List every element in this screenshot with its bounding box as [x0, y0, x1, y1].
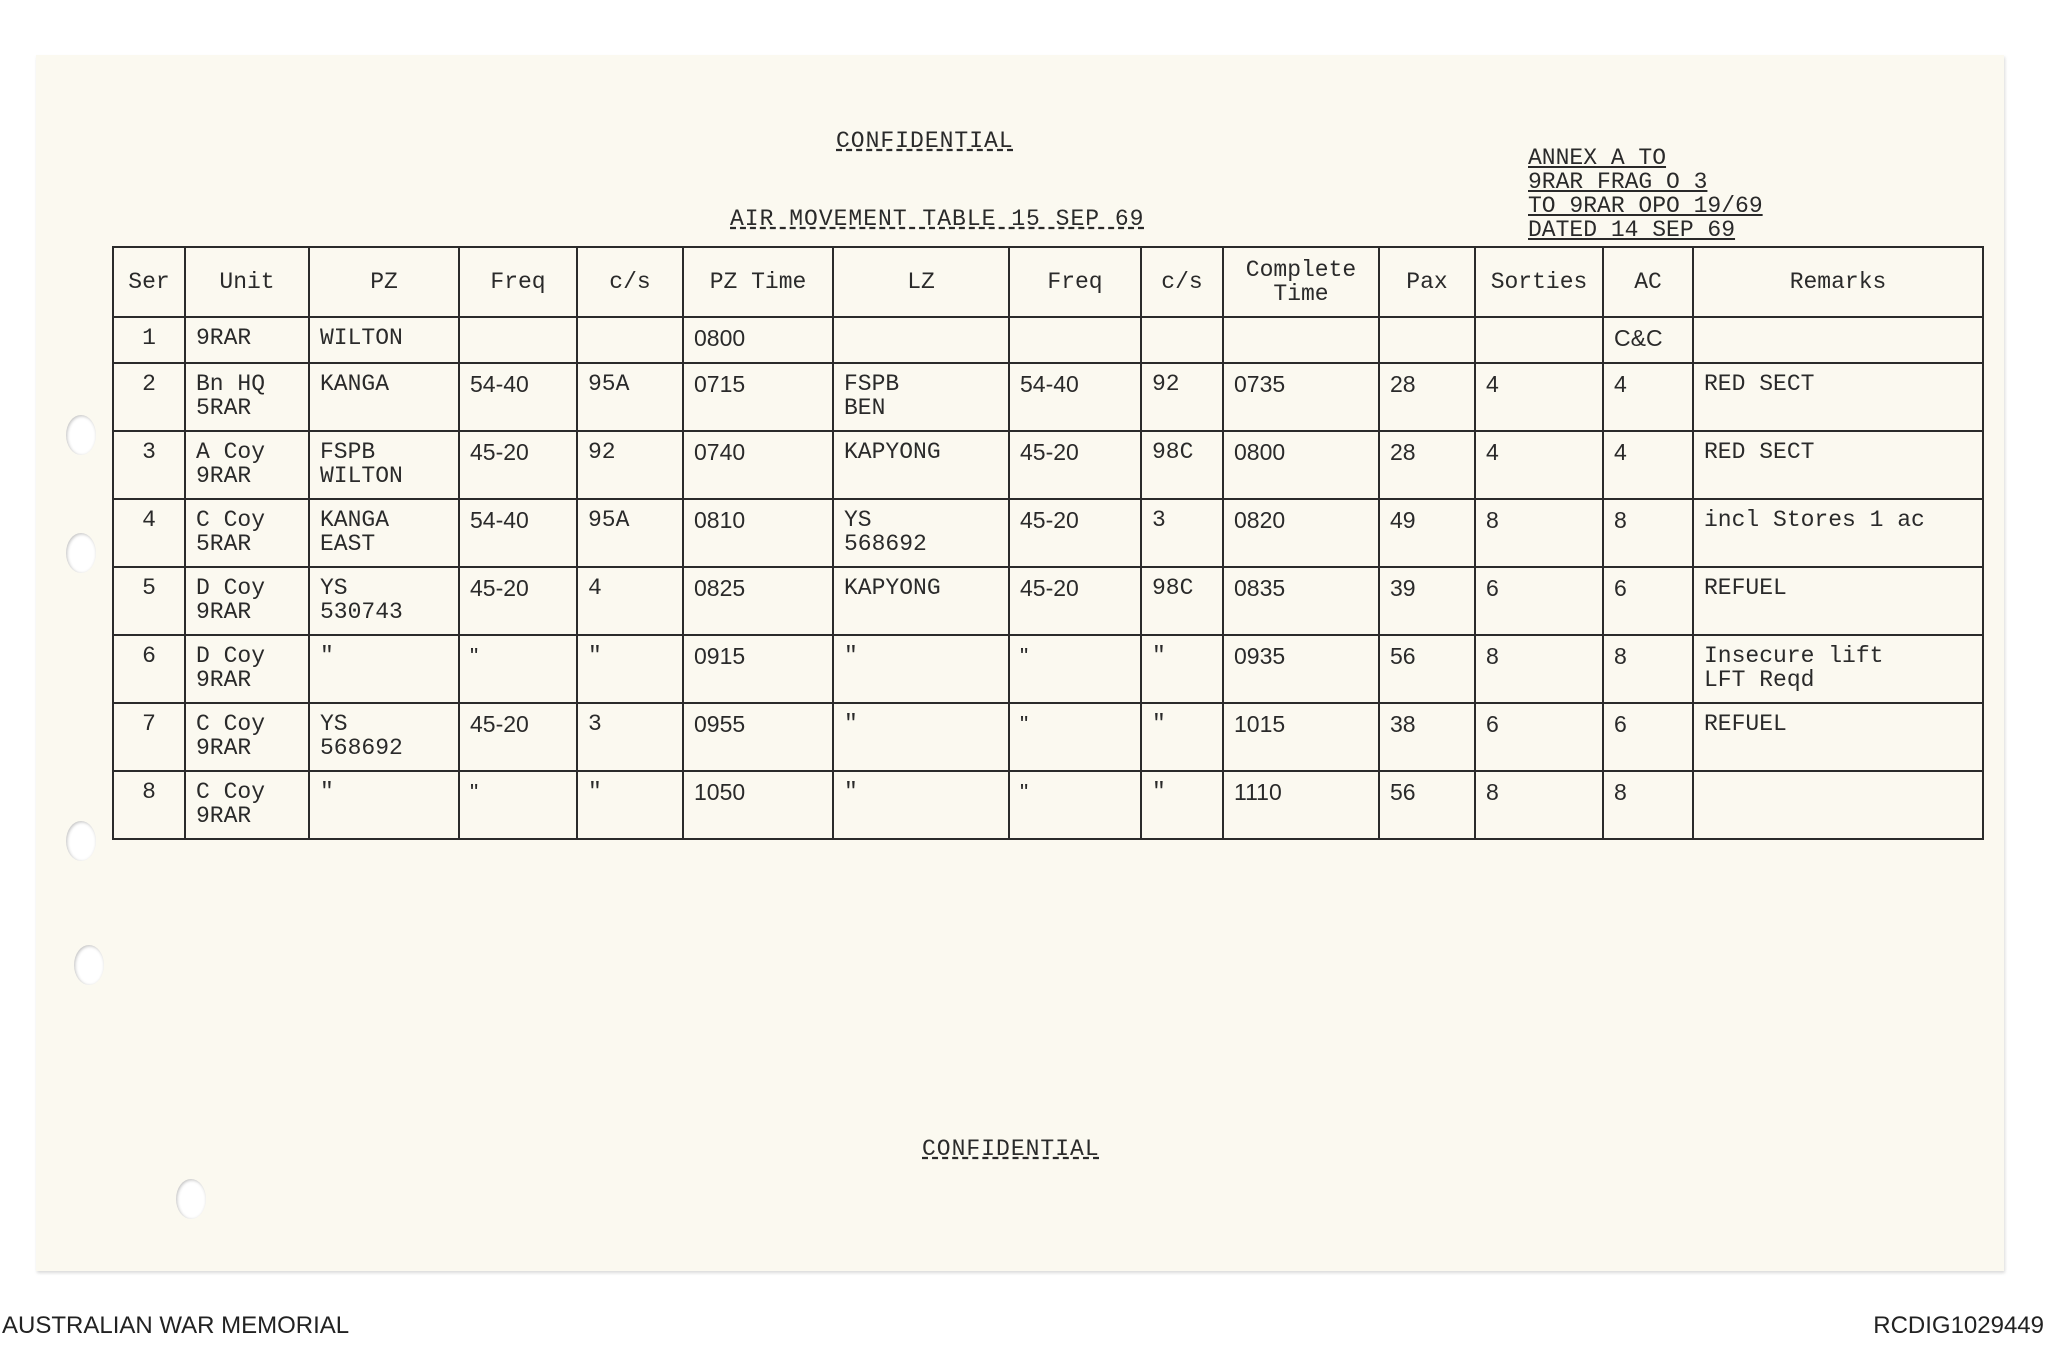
table-row [113, 499, 1983, 567]
table-cell: 0740 [683, 431, 833, 499]
table-cell: 4 [1475, 431, 1603, 499]
table-cell: REFUEL [1693, 703, 1983, 771]
table-cell: RED SECT [1693, 363, 1983, 431]
table-cell [1693, 317, 1983, 363]
table-cell: FSPB BEN [833, 363, 1009, 431]
archive-reference: RCDIG1029449 [1873, 1312, 2044, 1339]
table-cell: Insecure lift LFT Reqd [1693, 635, 1983, 703]
table-cell: 56 [1379, 771, 1475, 839]
table-cell: KAPYONG [833, 567, 1009, 635]
table-cell: 0935 [1223, 635, 1379, 703]
annex-line: TO 9RAR OPO 19/69 [1528, 193, 1763, 219]
table-cell: 54-40 [459, 363, 577, 431]
table-cell: " [833, 703, 1009, 771]
table-cell: 8 [1475, 499, 1603, 567]
table-cell: 95A [577, 363, 683, 431]
table-cell: 2 [113, 363, 185, 431]
table-cell: 45-20 [459, 703, 577, 771]
table-cell: 1050 [683, 771, 833, 839]
table-cell [833, 317, 1009, 363]
table-cell: 1 [113, 317, 185, 363]
table-cell: incl Stores 1 ac [1693, 499, 1983, 567]
table-row [113, 703, 1983, 771]
table-cell: 28 [1379, 363, 1475, 431]
table-cell: " [833, 635, 1009, 703]
table-cell: 7 [113, 703, 185, 771]
air-movement-table [112, 246, 1984, 840]
table-cell: 0810 [683, 499, 833, 567]
table-cell: 6 [1603, 703, 1693, 771]
table-cell: 45-20 [1009, 431, 1141, 499]
table-cell [459, 317, 577, 363]
classification-footer: CONFIDENTIAL [922, 1136, 1100, 1162]
table-cell: 0800 [1223, 431, 1379, 499]
table-cell: 54-40 [1009, 363, 1141, 431]
column-header: Unit [185, 247, 309, 317]
punch-hole [66, 533, 96, 573]
table-cell: D Coy 9RAR [185, 567, 309, 635]
annex-reference [1528, 146, 1763, 242]
table-cell: " [309, 635, 459, 703]
annex-line: DATED 14 SEP 69 [1528, 217, 1736, 243]
table-cell: YS 568692 [833, 499, 1009, 567]
table-cell: " [1141, 771, 1223, 839]
column-header: c/s [1141, 247, 1223, 317]
column-header: Pax [1379, 247, 1475, 317]
table-cell: 1015 [1223, 703, 1379, 771]
table-cell [577, 317, 683, 363]
table-cell: 92 [577, 431, 683, 499]
table-cell: 39 [1379, 567, 1475, 635]
table-cell: 45-20 [1009, 499, 1141, 567]
table-cell: D Coy 9RAR [185, 635, 309, 703]
table-cell [1475, 317, 1603, 363]
table-cell: 0825 [683, 567, 833, 635]
table-row [113, 317, 1983, 363]
table-cell: 6 [1475, 567, 1603, 635]
table-cell: 8 [1475, 771, 1603, 839]
table-cell: 0955 [683, 703, 833, 771]
table-cell: RED SECT [1693, 431, 1983, 499]
table-cell: 6 [1475, 703, 1603, 771]
table-cell: YS 568692 [309, 703, 459, 771]
document-title: AIR MOVEMENT TABLE 15 SEP 69 [730, 206, 1145, 232]
table-cell: 95A [577, 499, 683, 567]
table-cell: 45-20 [459, 567, 577, 635]
table-cell: 4 [1603, 363, 1693, 431]
table-cell [1379, 317, 1475, 363]
column-header: Sorties [1475, 247, 1603, 317]
table-cell [1009, 317, 1141, 363]
annex-line: 9RAR FRAG O 3 [1528, 169, 1708, 195]
table-cell: 3 [1141, 499, 1223, 567]
table-cell: 3 [113, 431, 185, 499]
table-cell: KAPYONG [833, 431, 1009, 499]
table-cell: C&C [1603, 317, 1693, 363]
table-cell: 45-20 [1009, 567, 1141, 635]
punch-hole [66, 821, 96, 861]
table-cell: REFUEL [1693, 567, 1983, 635]
table-cell: " [1141, 703, 1223, 771]
table-cell: 9RAR [185, 317, 309, 363]
table-cell: 0715 [683, 363, 833, 431]
table-cell: " [1009, 703, 1141, 771]
table-cell: 45-20 [459, 431, 577, 499]
table-cell: 49 [1379, 499, 1475, 567]
table-cell: WILTON [309, 317, 459, 363]
annex-line: ANNEX A TO [1528, 145, 1667, 171]
column-header: Freq [459, 247, 577, 317]
table-row [113, 635, 1983, 703]
table-cell: 8 [1603, 635, 1693, 703]
table-cell: KANGA [309, 363, 459, 431]
table-cell: 0800 [683, 317, 833, 363]
table-cell: 1110 [1223, 771, 1379, 839]
table-row [113, 771, 1983, 839]
table-cell: " [577, 635, 683, 703]
table-cell: KANGA EAST [309, 499, 459, 567]
table-cell: " [1009, 635, 1141, 703]
table-cell: Bn HQ 5RAR [185, 363, 309, 431]
table-cell: 5 [113, 567, 185, 635]
column-header: PZ [309, 247, 459, 317]
table-cell: 98C [1141, 431, 1223, 499]
table-cell: 4 [577, 567, 683, 635]
table-cell: 0735 [1223, 363, 1379, 431]
punch-hole [176, 1179, 206, 1219]
table-cell: 28 [1379, 431, 1475, 499]
table-cell: 3 [577, 703, 683, 771]
table-cell: 8 [113, 771, 185, 839]
table-cell: 8 [1603, 499, 1693, 567]
table-cell [1141, 317, 1223, 363]
punch-hole [66, 415, 96, 455]
table-cell: 6 [113, 635, 185, 703]
table-cell: " [577, 771, 683, 839]
table-cell: 98C [1141, 567, 1223, 635]
table-header-row [113, 247, 1983, 317]
table-cell: " [833, 771, 1009, 839]
column-header: AC [1603, 247, 1693, 317]
table-cell: C Coy 9RAR [185, 703, 309, 771]
table-cell: 0820 [1223, 499, 1379, 567]
table-cell: A Coy 9RAR [185, 431, 309, 499]
table-cell: 4 [1475, 363, 1603, 431]
table-cell: " [459, 635, 577, 703]
table-row [113, 567, 1983, 635]
column-header: Freq [1009, 247, 1141, 317]
archive-institution: AUSTRALIAN WAR MEMORIAL [2, 1312, 350, 1339]
classification-header: CONFIDENTIAL [836, 128, 1014, 154]
table-cell: " [309, 771, 459, 839]
table-cell [1223, 317, 1379, 363]
column-header: PZ Time [683, 247, 833, 317]
table-cell: 54-40 [459, 499, 577, 567]
table-cell: C Coy 5RAR [185, 499, 309, 567]
table-cell: " [1009, 771, 1141, 839]
table-cell: YS 530743 [309, 567, 459, 635]
column-header: Ser [113, 247, 185, 317]
table-cell: 8 [1475, 635, 1603, 703]
table-cell: 38 [1379, 703, 1475, 771]
table-cell: 6 [1603, 567, 1693, 635]
punch-hole [74, 945, 104, 985]
table-cell: 0915 [683, 635, 833, 703]
column-header: c/s [577, 247, 683, 317]
table-row [113, 431, 1983, 499]
archive-footer [0, 1310, 2048, 1345]
table-cell: 4 [1603, 431, 1693, 499]
table-cell: C Coy 9RAR [185, 771, 309, 839]
column-header: Complete Time [1223, 247, 1379, 317]
table-cell: FSPB WILTON [309, 431, 459, 499]
column-header: Remarks [1693, 247, 1983, 317]
table-cell: 4 [113, 499, 185, 567]
table-row [113, 363, 1983, 431]
table-cell: " [1141, 635, 1223, 703]
table-cell [1693, 771, 1983, 839]
column-header: LZ [833, 247, 1009, 317]
table-cell: " [459, 771, 577, 839]
table-cell: 92 [1141, 363, 1223, 431]
table-cell: 56 [1379, 635, 1475, 703]
table-cell: 8 [1603, 771, 1693, 839]
table-cell: 0835 [1223, 567, 1379, 635]
